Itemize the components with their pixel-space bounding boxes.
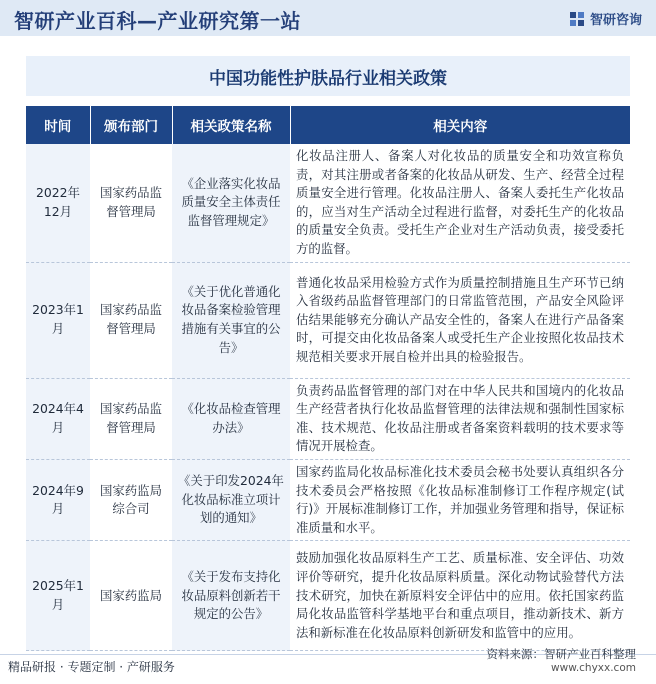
cell-policy-name: 《关于印发2024年化妆品标准立项计划的通知》 xyxy=(172,459,290,540)
table-row xyxy=(26,459,630,540)
cell-policy-name: 《化妆品检查管理办法》 xyxy=(172,378,290,459)
cell-dept: 国家药品监督管理局 xyxy=(90,262,172,378)
policy-table xyxy=(26,106,630,651)
footer-source-text: 资料来源：智研产业百科整理 xyxy=(486,647,636,661)
cell-time: 2025年1月 xyxy=(26,541,90,651)
cell-policy-name: 《关于发布支持化妆品原料创新若干规定的公告》 xyxy=(172,541,290,651)
table-row xyxy=(26,378,630,459)
cell-dept: 国家药监局综合司 xyxy=(90,459,172,540)
table-row xyxy=(26,262,630,378)
cell-time: 2023年1月 xyxy=(26,262,90,378)
table-header-row xyxy=(26,106,630,144)
table-title: 中国功能性护肤品行业相关政策 xyxy=(209,68,447,89)
brand[interactable] xyxy=(569,9,642,28)
cell-dept: 国家药品监督管理局 xyxy=(90,378,172,459)
table-row xyxy=(26,144,630,262)
cell-dept: 国家药监局 xyxy=(90,541,172,651)
brand-name: 智研咨询 xyxy=(589,13,642,28)
cell-content: 普通化妆品采用检验方式作为质量控制措施且生产环节已纳入省级药品监督管理部门的日常监管范围，产品安全风险评估结果能够充分确认产品安全性的，备案人在进行产品备案时，可提交由化妆品备案人或受托生产企业按照化妆品技术规范相关要求开展自检并出具的检验报告。 xyxy=(290,262,630,378)
cell-time: 2024年9月 xyxy=(26,459,90,540)
cell-content: 鼓励加强化妆品原料生产工艺、质量标准、安全评估、功效评价等研究，提升化妆品原料质量。深化动物试验替代方法技术研究，加快在新原料安全评估中的应用。依托国家药监局化妆品监管科学基地平台和重点项目，推动新技术、新方法和新标准在化妆品原料创新研发和监管中的应用。 xyxy=(290,541,630,651)
cell-dept: 国家药品监督管理局 xyxy=(90,144,172,262)
cell-policy-name: 《企业落实化妆品质量安全主体责任监督管理规定》 xyxy=(172,144,290,262)
table-title-banner xyxy=(26,56,630,96)
cell-policy-name: 《关于优化普通化妆品备案检验管理措施有关事宜的公告》 xyxy=(172,262,290,378)
footer-services: 精品研报 · 专题定制 · 产研服务 xyxy=(8,660,175,674)
column-header-content: 相关内容 xyxy=(290,106,630,144)
column-header-policy-name: 相关政策名称 xyxy=(172,106,290,144)
site-title: 智研产业百科—产业研究第一站 xyxy=(14,9,301,33)
cell-time: 2024年4月 xyxy=(26,378,90,459)
cell-time: 2022年12月 xyxy=(26,144,90,262)
footer-url[interactable]: www.chyxx.com xyxy=(551,662,636,674)
column-header-time: 时间 xyxy=(26,106,90,144)
footer xyxy=(0,644,656,684)
cell-content: 化妆品注册人、备案人对化妆品的质量安全和功效宣称负责，对其注册或者备案的化妆品从研发、生产、经营全过程质量安全进行管理。化妆品注册人、备案人委托生产化妆品的，应当对生产活动全过程进行监督，对委托生产的化妆品的质量安全负责。受托生产企业对生产活动负责，接受委托方的监督。 xyxy=(290,144,630,262)
column-header-dept: 颁布部门 xyxy=(90,106,172,144)
cell-content: 负责药品监督管理的部门对在中华人民共和国境内的化妆品生产经营者执行化妆品监督管理的法律法规和强制性国家标准、技术规范、化妆品注册或者备案资料载明的技术要求等情况开展检查。 xyxy=(290,378,630,459)
table-row xyxy=(26,541,630,651)
brand-logo-icon xyxy=(569,11,585,27)
cell-content: 国家药监局化妆品标准化技术委员会秘书处要认真组织各分技术委员会严格按照《化妆品标准制修订工作程序规定(试行)》开展标准制修订工作，并加强业务管理和指导，保证标准质量和水平。 xyxy=(290,459,630,540)
footer-source xyxy=(487,646,637,674)
